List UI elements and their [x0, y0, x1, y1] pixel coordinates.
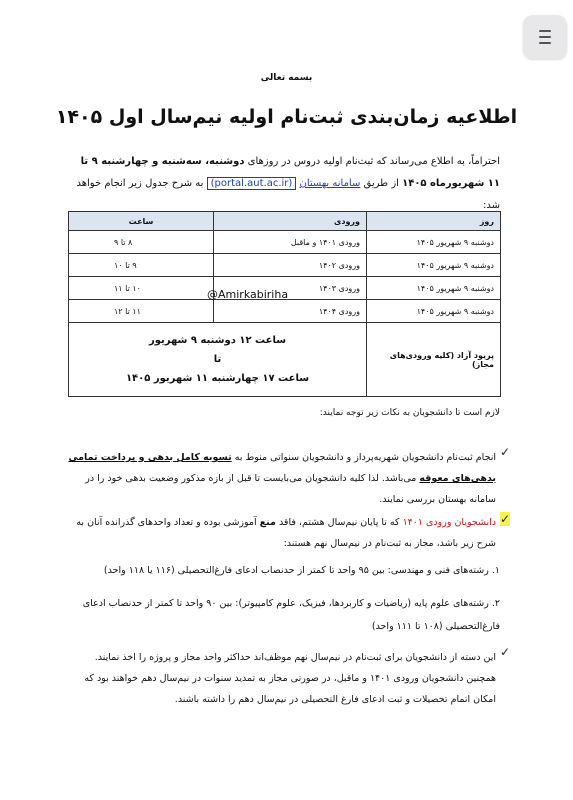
checkmark-icon: ✓: [500, 645, 511, 659]
intro-text: به شرح جدول زیر انجام خواهد شد:: [76, 178, 500, 211]
note-ban: منع: [259, 517, 276, 528]
table-row: [69, 300, 501, 323]
row-day: دوشنبه ۹ شهریور ۱۴۰۵: [367, 277, 501, 300]
note-debt-emphasis: تسویه کامل بدهی و پرداخت تمامی بدهی‌های معوقه: [68, 452, 496, 484]
free-period-start: ساعت ۱۲ دوشنبه ۹ شهریور: [148, 335, 287, 346]
intro-text: از طریق: [360, 178, 403, 189]
checkmark-icon: ✓: [500, 512, 511, 526]
intro-days: دوشنبه، سه‌شنبه و چهارشنبه ۹ تا ۱۱ شهریورماه ۱۴۰۵: [80, 156, 500, 189]
row-time: ۸ تا ۹: [69, 231, 214, 254]
note-text: آموزشی بوده و تعداد واحدهای گذرانده آنان به شرح زیر باشد، مجاز به ثبت‌نام در نیم‌سال نهم هستند:: [76, 517, 496, 549]
note-1401-highlight: دانشجویان ورودی ۱۴۰۱: [402, 517, 496, 528]
note-ninth-semester: این دسته از دانشجویان برای ثبت‌نام در نیم‌سال نهم موظف‌اند حداکثر واحد مجاز و پروژه را اخذ نمایند. همچنین دانشجویان ورودی ۱۴۰۱ و ماقبل، در صورتی مجاز به تمدید سنوات در نیم‌سال دهم خواهند بود که امکان اتمام تحصیلات و ثبت ادعای فارغ التحصیلی در نیم‌سال دهم را داشته باشند.: [84, 652, 496, 705]
row-time: ۱۱ تا ۱۲: [69, 300, 214, 323]
note-item-engineering: ۱. رشته‌های فنی و مهندسی: بین ۹۵ واحد تا کمتر از حدنصاب ادعای فارغ‌التحصیلی (۱۱۶ یا ۱۱۸ واحد): [103, 565, 500, 576]
row-day: دوشنبه ۹ شهریور ۱۴۰۵: [367, 254, 501, 277]
header-time: ساعت: [69, 212, 214, 231]
menu-line: [539, 42, 551, 44]
schedule-table: [68, 211, 501, 397]
row-entry: ورودی ۱۴۰۱ و ماقبل: [214, 231, 367, 254]
notes-heading: لازم است تا دانشجویان به نکات زیر توجه نمایند:: [319, 408, 500, 418]
free-period-end: ساعت ۱۷ چهارشنبه ۱۱ شهریور ۱۴۰۵: [125, 373, 310, 384]
intro-text: احتراماً، به اطلاع می‌رساند که ثبت‌نام اولیه دروس در روزهای: [244, 156, 500, 167]
row-time: ۱۰ تا ۱۱: [69, 277, 214, 300]
table-row: [69, 254, 501, 277]
intro-paragraph: [68, 151, 500, 217]
hamburger-menu-icon[interactable]: [523, 15, 567, 59]
note-text: انجام ثبت‌نام دانشجویان شهریه‌پرداز و دانشجویان سنواتی منوط به: [231, 452, 496, 463]
note-text: می‌باشد. لذا کلیه دانشجویان می‌بایست تا قبل از بازه مذکور وضعیت بدهی خود را در سامانه بهستان بررسی نمایند.: [85, 473, 496, 505]
row-day: دوشنبه ۹ شهریور ۱۴۰۵: [367, 300, 501, 323]
page-title: اطلاعیه زمان‌بندی ثبت‌نام اولیه نیم‌سال اول ۱۴۰۵: [55, 106, 518, 128]
free-period-to: تا: [213, 354, 222, 365]
row-entry: ورودی ۱۴۰۳: [214, 277, 367, 300]
table-header-row: [69, 212, 501, 231]
channel-watermark: @Amirkabiriha: [207, 288, 289, 301]
note-item-science: ۲. رشته‌های علوم پایه (ریاضیات و کاربردها، فیزیک، علوم کامپیوتر): بین ۹۰ واحد تا کمتر از حدنصاب ادعای فارغ‌التحصیلی (۱۰۸ تا ۱۱۱ واحد): [82, 598, 500, 632]
menu-line: [539, 36, 551, 38]
row-time: ۹ تا ۱۰: [69, 254, 214, 277]
behestan-system-link[interactable]: سامانه بهستان: [299, 178, 361, 189]
free-period-row: [69, 323, 501, 397]
portal-link[interactable]: (portal.aut.ac.ir): [207, 177, 297, 190]
free-period-time: [69, 323, 367, 397]
note-debt: [68, 447, 496, 510]
header-day: روز: [367, 212, 501, 231]
menu-line: [539, 30, 551, 32]
note-text: که تا پایان نیم‌سال هشتم، فاقد: [275, 517, 403, 528]
note-1401: [68, 512, 496, 554]
checkmark-icon: ✓: [500, 445, 511, 459]
row-entry: ورودی ۱۴۰۲: [214, 254, 367, 277]
table-row: [69, 231, 501, 254]
free-period-label: پریود آزاد (کلیه ورودی‌های مجاز): [367, 323, 501, 397]
bismillah: بسمه تعالی: [260, 73, 313, 83]
row-entry: ورودی ۱۴۰۴: [214, 300, 367, 323]
row-day: دوشنبه ۹ شهریور ۱۴۰۵: [367, 231, 501, 254]
header-entry: ورودی: [214, 212, 367, 231]
